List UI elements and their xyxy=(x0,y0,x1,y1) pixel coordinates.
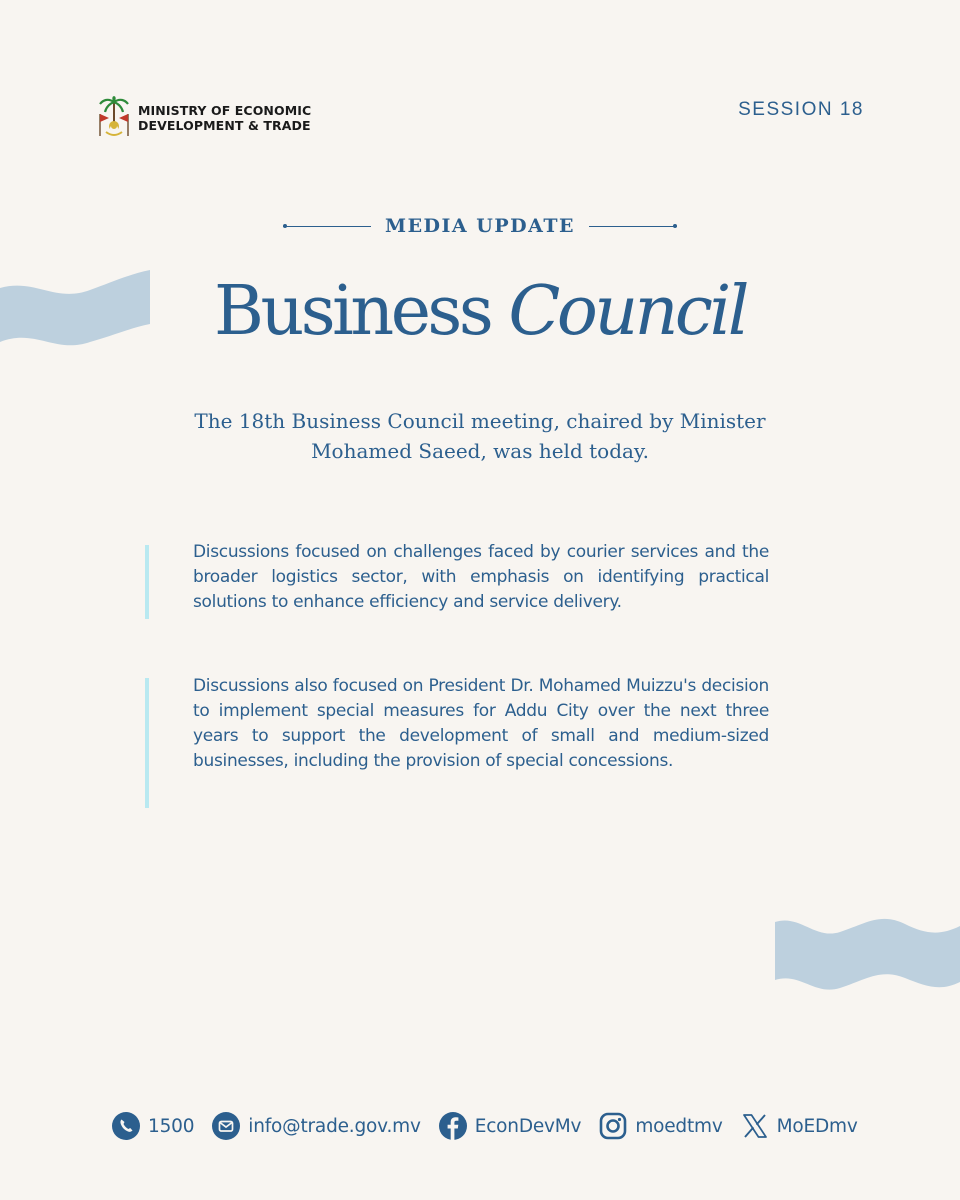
media-update-heading xyxy=(0,215,960,237)
phone-number: 1500 xyxy=(148,1115,195,1137)
facebook-icon xyxy=(439,1112,467,1140)
ministry-name xyxy=(138,103,311,133)
emblem-icon xyxy=(94,96,134,140)
contact-x[interactable] xyxy=(741,1112,858,1140)
x-icon xyxy=(741,1112,769,1140)
divider-left xyxy=(283,226,371,227)
intro-text: The 18th Business Council meeting, chaired by Minister Mohamed Saeed, was held today. xyxy=(194,409,766,463)
contact-facebook[interactable] xyxy=(439,1112,582,1140)
contact-instagram[interactable] xyxy=(599,1112,722,1140)
email-address: info@trade.gov.mv xyxy=(248,1115,421,1137)
phone-icon xyxy=(112,1112,140,1140)
accent-bar xyxy=(145,545,149,619)
mail-icon xyxy=(212,1112,240,1140)
facebook-handle: EconDevMv xyxy=(474,1115,582,1137)
accent-bar xyxy=(145,678,149,808)
page-title xyxy=(0,262,960,362)
x-handle: MoEDmv xyxy=(776,1115,858,1137)
contact-email[interactable] xyxy=(212,1112,420,1140)
ministry-name-line1: MINISTRY OF ECONOMIC xyxy=(138,103,312,118)
title-plain: Business xyxy=(213,272,491,351)
contact-footer xyxy=(112,1111,876,1141)
media-update-label: MEDIA UPDATE xyxy=(385,215,575,237)
point-text: Discussions also focused on President Dr. Mohamed Muizzu's decision to implement special measures for Addu City over the next three years to support the development of small and medium-sized businesses, including the provision of special concessions. xyxy=(193,676,769,771)
wave-decoration-right xyxy=(775,916,960,996)
ministry-logo xyxy=(94,96,311,140)
instagram-icon xyxy=(599,1112,627,1140)
point-text: Discussions focused on challenges faced by courier services and the broader logistics sector, with emphasis on identifying practical solutions to enhance efficiency and service delivery. xyxy=(193,542,769,612)
ministry-name-line2: DEVELOPMENT & TRADE xyxy=(138,118,311,133)
instagram-handle: moedtmv xyxy=(635,1115,723,1137)
divider-right xyxy=(589,226,677,227)
contact-phone[interactable] xyxy=(112,1112,194,1140)
title-italic: Council xyxy=(508,272,746,351)
session-label: SESSION 18 xyxy=(738,99,864,120)
